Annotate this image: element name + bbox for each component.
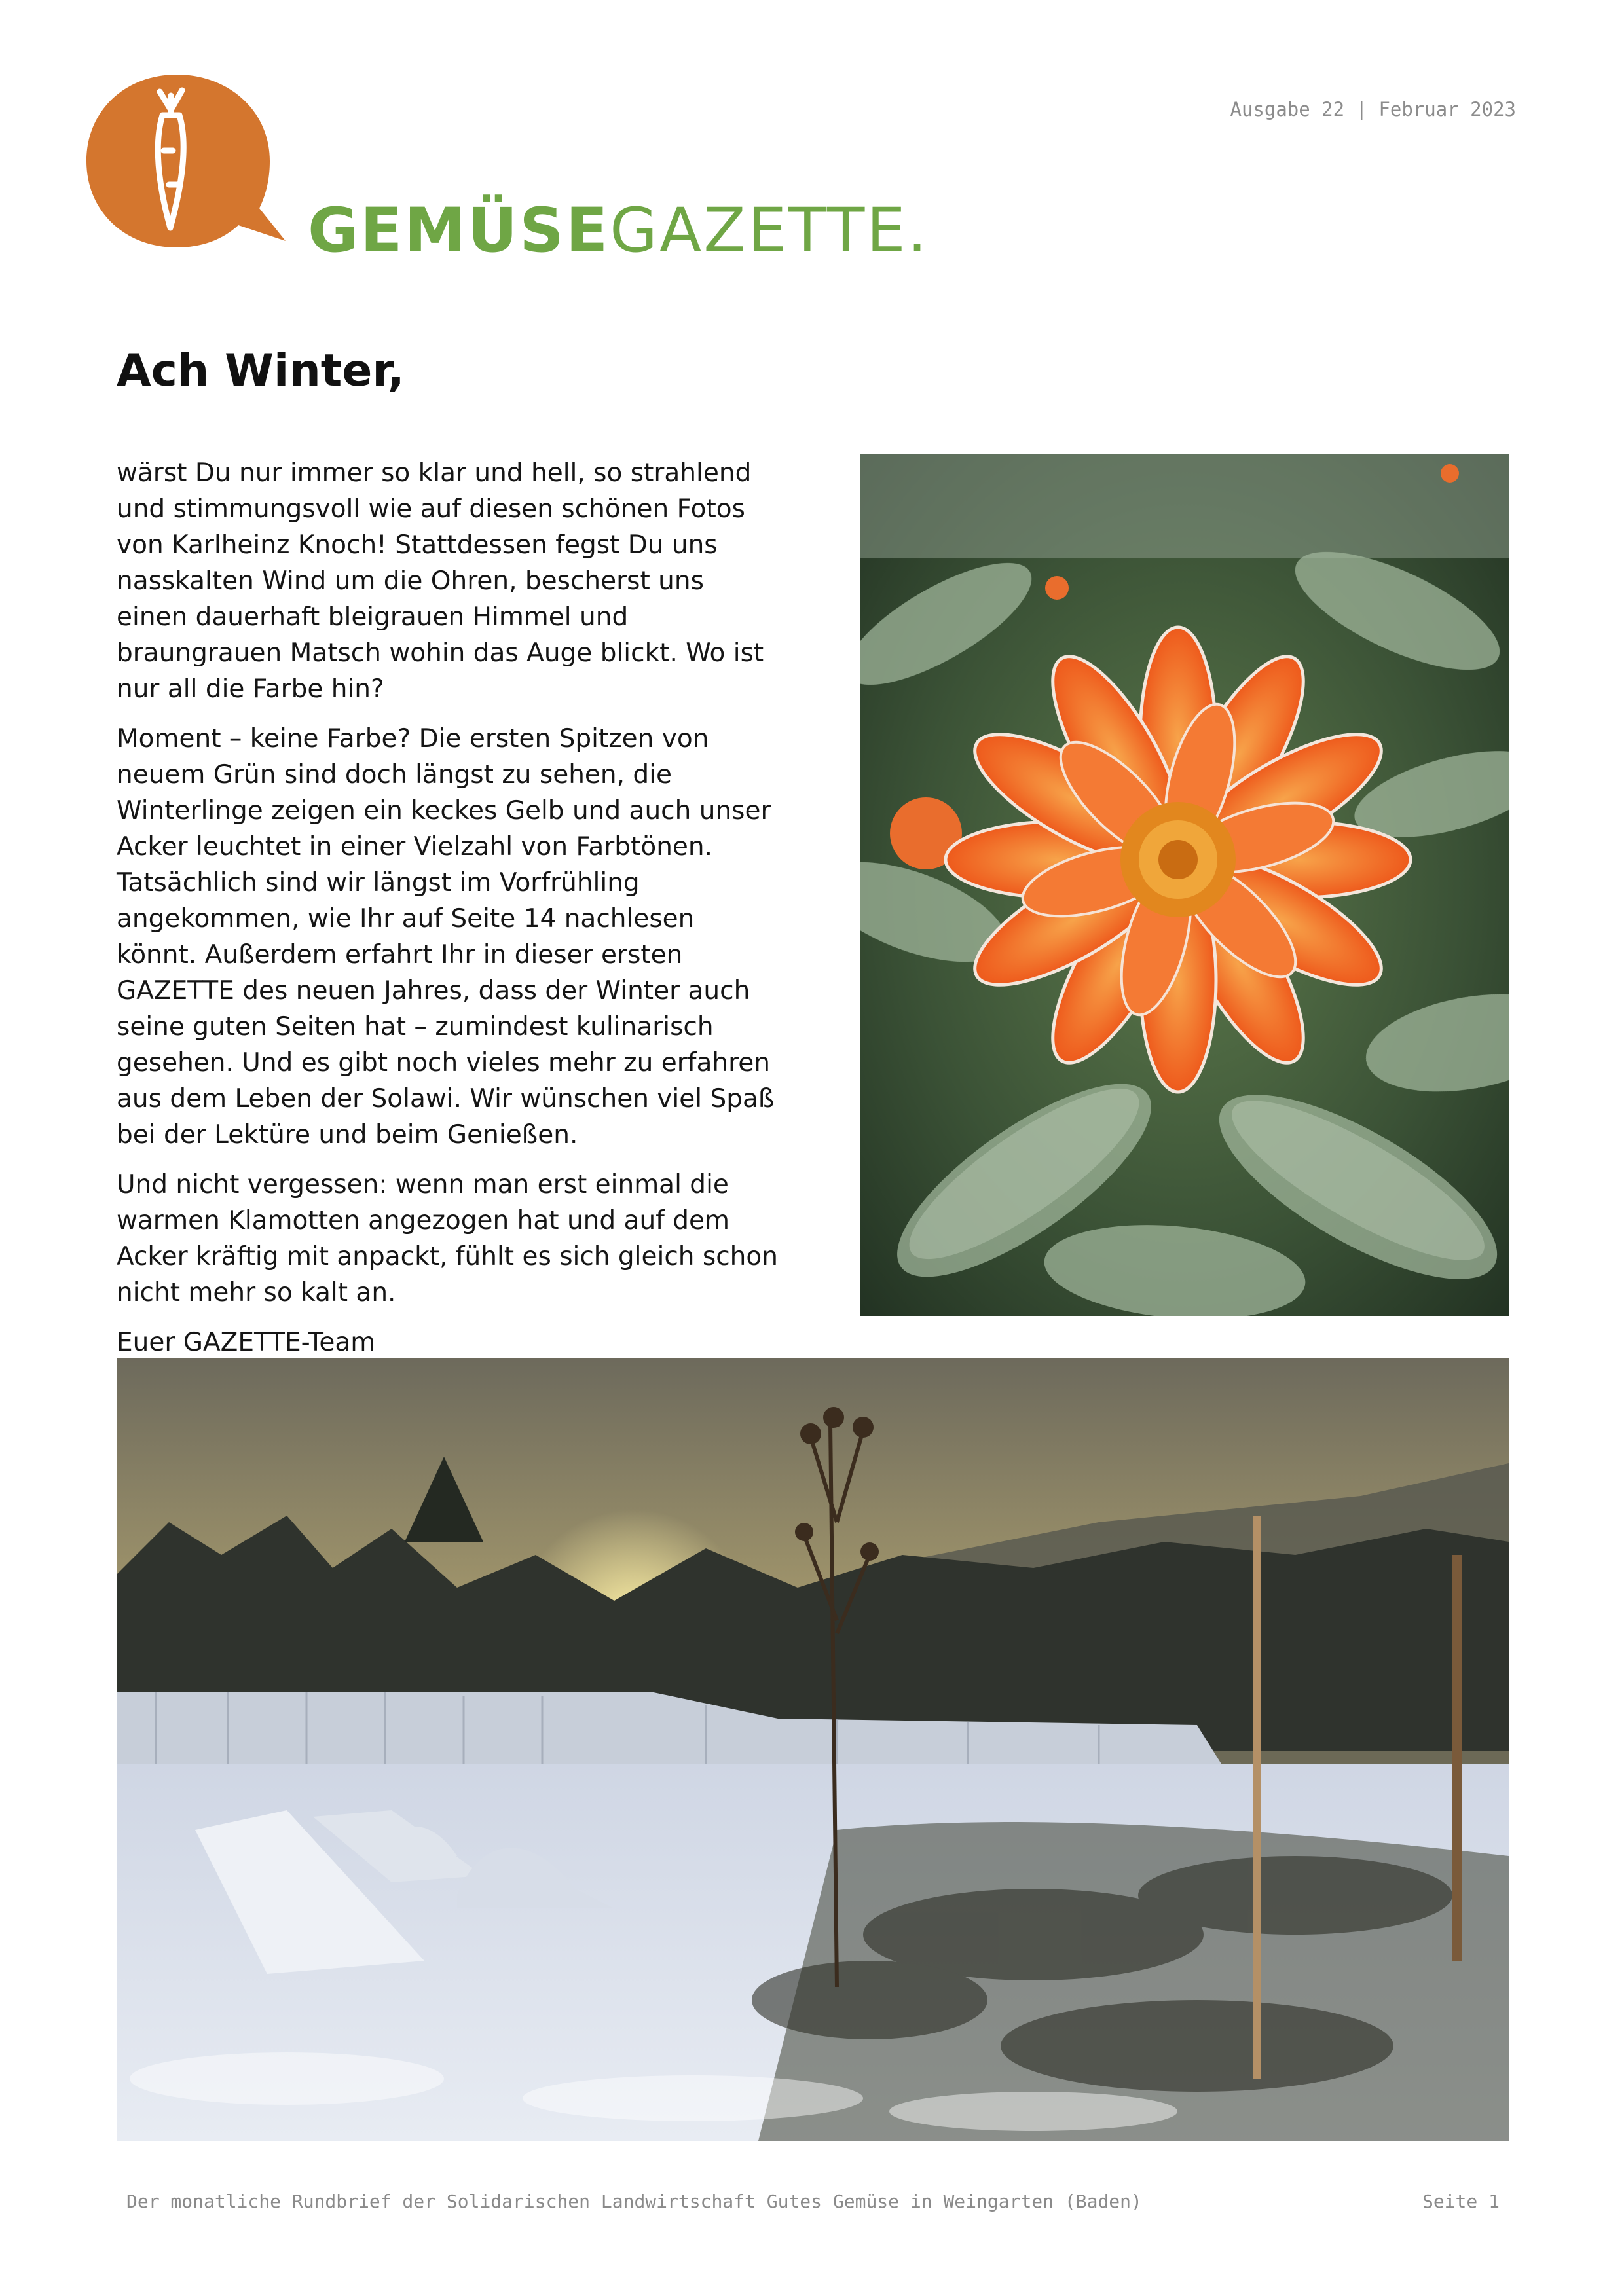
carrot-speech-bubble-icon [84, 69, 293, 259]
winter-field-photo [117, 1358, 1509, 2141]
article-paragraph: wärst Du nur immer so klar und hell, so strahlend und stimmungsvoll wie auf diesen schönen Fotos von Karlheinz Knoch! Stattdessen fegst Du uns nasskalten Wind um die Ohren, bescherst uns einen dauerhaft bleigrauen Himmel und braungrauen Matsch wohin das Auge blickt. Wo ist nur all die Farbe hin? [117, 458, 764, 704]
footer-description: Der monatliche Rundbrief der Solidarischen Landwirtschaft Gutes Gemüse in Weingarten (Baden) [126, 2191, 1142, 2212]
brand-regular: GAZETTE. [610, 195, 929, 266]
frosted-flower-photo [860, 454, 1509, 1316]
article-headline: Ach Winter, [117, 345, 405, 397]
article-paragraph: Und nicht vergessen: wenn man erst einmal die warmen Klamotten angezogen hat und auf dem Acker kräftig mit anpackt, fühlt es sich gleich schon nicht mehr so kalt an. [117, 1170, 778, 1307]
page-number: Seite 1 [1422, 2191, 1500, 2212]
article-signature: Euer GAZETTE-Team [117, 1328, 376, 1357]
brand-bold: GEMÜSE [308, 195, 610, 266]
issue-date: Ausgabe 22 | Februar 2023 [1230, 98, 1516, 120]
brand-wordmark [308, 195, 929, 266]
article-body [117, 455, 778, 1374]
article-paragraph: Moment – keine Farbe? Die ersten Spitzen von neuem Grün sind doch längst zu sehen, die Winterlinge zeigen ein keckes Gelb und auch unser Acker leuchtet in einer Vielzahl von Farbtönen. Tatsächlich sind wir längst im Vorfrühling angekommen, wie Ihr auf Seite 14 nachlesen könnt. Außerdem erfahrt Ihr in dieser ersten GAZETTE des neuen Jahres, dass der Winter auch seine guten Seiten hat – zumindest kulinarisch gesehen. Und es gibt noch vieles mehr zu erfahren aus dem Leben der Solawi. Wir wünschen viel Spaß bei der Lektüre und beim Genießen. [117, 724, 775, 1150]
